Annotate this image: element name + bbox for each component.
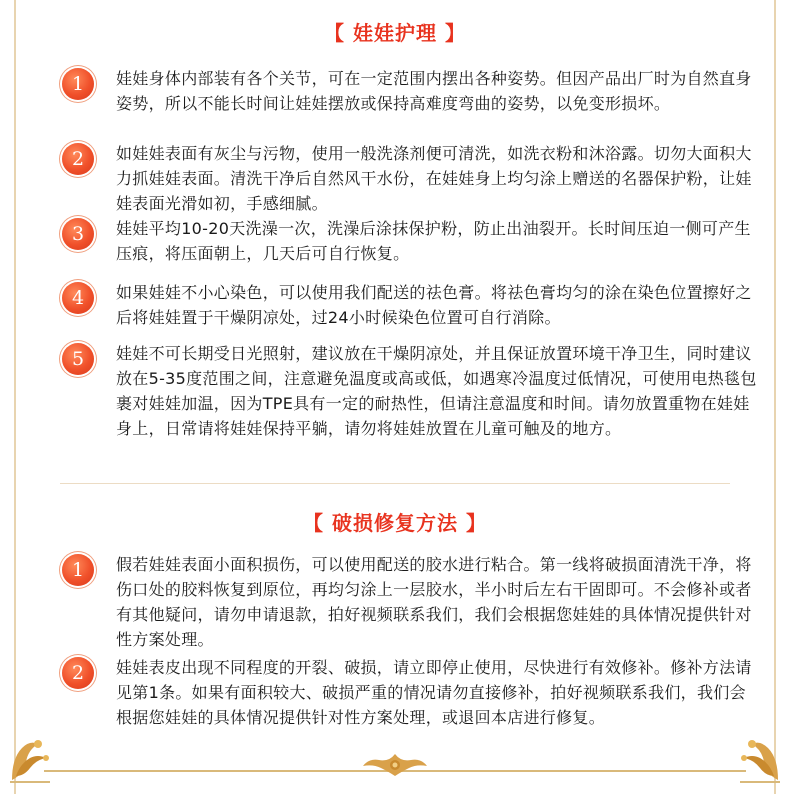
number-4-icon: 4 xyxy=(62,282,94,314)
repair-item-2 xyxy=(62,655,770,730)
repair-item-text: 娃娃表皮出现不同程度的开裂、破损，请立即停止使用，尽快进行有效修补。修补方法请见第1条。如果有面积较大、破损严重的情况请勿直接修补，拍好视频联系我们，我们会根据您娃娃的具体情况提供针对性方案处理，或退回本店进行修复。 xyxy=(116,658,752,727)
care-item-1 xyxy=(62,66,770,116)
number-1-icon: 1 xyxy=(62,554,94,586)
care-item-text: 娃娃不可长期受日光照射，建议放在干燥阴凉处，并且保证放置环境干净卫生，同时建议放在5-35度范围之间，注意避免温度或高或低，如遇寒冷温度过低情况，可使用电热毯包裹对娃娃加温，因为TPE具有一定的耐热性，但请注意温度和时间。请勿放置重物在娃娃身上，日常请将娃娃保持平躺，请勿将娃娃放置在儿童可触及的地方。 xyxy=(116,344,757,438)
care-section-title: 【 娃娃护理 】 xyxy=(324,21,466,45)
corner-ornament-right-icon xyxy=(738,728,782,788)
frame-left-border xyxy=(14,0,16,794)
care-item-text: 娃娃身体内部装有各个关节，可在一定范围内摆出各种姿势。但因产品出厂时为自然直身姿势，所以不能长时间让娃娃摆放或保持高难度弯曲的姿势，以免变形损坏。 xyxy=(116,69,752,113)
care-item-3 xyxy=(62,216,770,266)
care-item-2 xyxy=(62,141,770,216)
number-5-icon: 5 xyxy=(62,343,94,375)
number-1-icon: 1 xyxy=(62,68,94,100)
number-2-icon: 2 xyxy=(62,657,94,689)
number-3-icon: 3 xyxy=(62,218,94,250)
corner-ornament-left-icon xyxy=(8,728,52,788)
care-item-4 xyxy=(62,280,770,330)
repair-item-text: 假若娃娃表面小面积损伤，可以使用配送的胶水进行粘合。第一线将破损面清洗干净，将伤口处的胶料恢复到原位，再均匀涂上一层胶水，半小时后左右干固即可。不会修补或者有其他疑问，请勿申请退款，拍好视频联系我们，我们会根据您娃娃的具体情况提供针对性方案处理。 xyxy=(116,555,752,649)
care-item-5 xyxy=(62,341,770,441)
care-item-text: 如娃娃表面有灰尘与污物，使用一般洗涤剂便可清洗，如洗衣粉和沐浴露。切勿大面积大力抓娃娃表面。清洗干净后自然风干水份，在娃娃身上均匀涂上赠送的名器保护粉，让娃娃表面光滑如初，手感细腻。 xyxy=(116,144,752,213)
frame-right-border xyxy=(774,0,776,794)
number-2-icon: 2 xyxy=(62,143,94,175)
section-divider xyxy=(60,483,730,484)
repair-section-title: 【 破损修复方法 】 xyxy=(303,511,487,535)
care-item-text: 如果娃娃不小心染色，可以使用我们配送的祛色膏。将祛色膏均匀的涂在染色位置擦好之后将娃娃置于干燥阴凉处，过24小时候染色位置可自行消除。 xyxy=(116,283,752,327)
care-item-text: 娃娃平均10-20天洗澡一次，洗澡后涂抹保护粉，防止出油裂开。长时间压迫一侧可产生压痕，将压面朝上，几天后可自行恢复。 xyxy=(116,219,751,263)
repair-item-1 xyxy=(62,552,770,652)
repair-title-text: 破损修复方法 xyxy=(332,511,458,535)
center-ornament-icon xyxy=(361,752,429,782)
care-title-text: 娃娃护理 xyxy=(353,21,437,45)
